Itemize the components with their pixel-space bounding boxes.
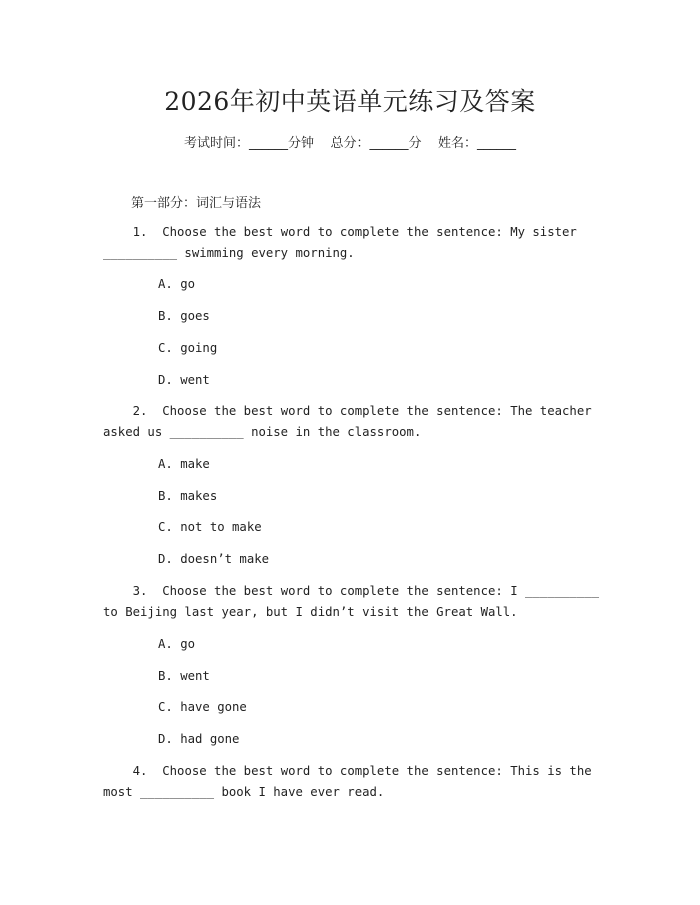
question-2-option-b: B. makes (158, 489, 218, 503)
question-2-option-a: A. make (158, 457, 210, 471)
question-1-option-c: C. going (158, 341, 218, 355)
exam-meta-line: 考试时间：______分钟 总分：______分 姓名：______ (183, 136, 517, 151)
question-4-stem: 4. Choose the best word to complete the sentence: This is the most __________ book I have ever read. (103, 764, 600, 799)
question-1-option-d: D. went (158, 373, 210, 387)
question-2-option-d: D. doesn’t make (158, 552, 270, 566)
question-3-option-a: A. go (158, 637, 196, 651)
question-3-option-c: C. have gone (158, 700, 247, 714)
question-1-option-a: A. go (158, 277, 196, 291)
question-2-option-c: C. not to make (158, 520, 262, 534)
page-title: 2026年初中英语单元练习及答案 (164, 87, 536, 116)
question-3-option-d: D. had gone (158, 732, 240, 746)
question-3-stem: 3. Choose the best word to complete the sentence: I __________ to Beijing last year, but I didn’t visit the Great Wall. (103, 584, 607, 619)
question-3-option-b: B. went (158, 669, 210, 683)
question-1-option-b: B. goes (158, 309, 210, 323)
question-2-stem: 2. Choose the best word to complete the sentence: The teacher asked us __________ noise in the classroom. (103, 404, 600, 439)
section-heading: 第一部分：词汇与语法 (131, 196, 262, 211)
question-1-stem: 1. Choose the best word to complete the sentence: My sister __________ swimming every morning. (103, 225, 585, 260)
